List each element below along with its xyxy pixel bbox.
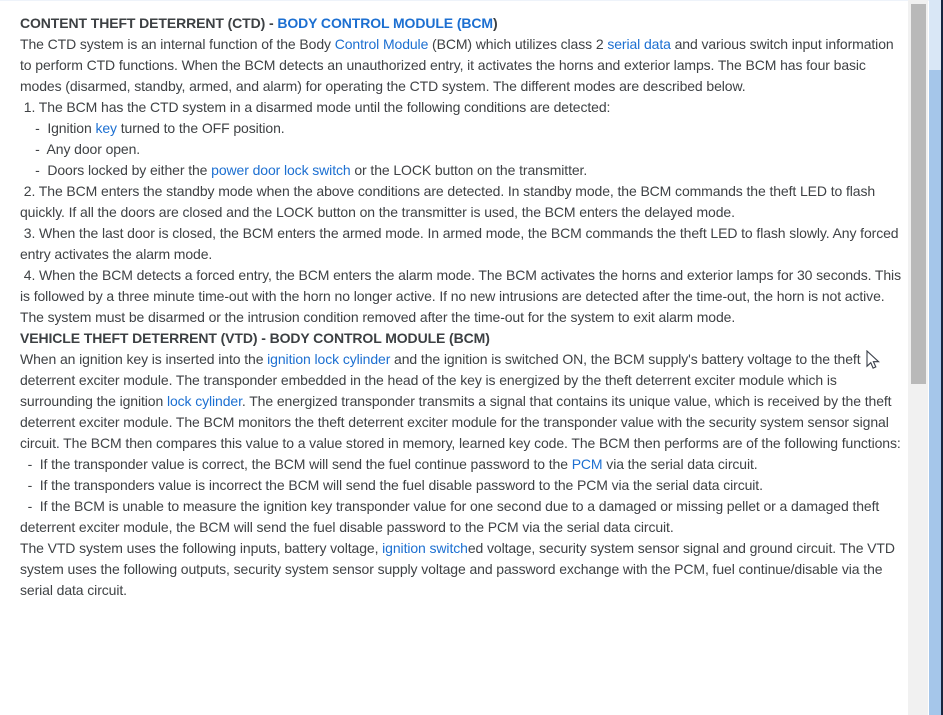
ctd-mode-2-item <box>20 181 902 223</box>
text-run: When an ignition key is inserted into the <box>20 351 268 367</box>
inline-link[interactable]: power door lock switch <box>211 162 351 178</box>
text-run: CONTENT THEFT DETERRENT (CTD) - <box>20 15 278 31</box>
vtd-function-correct-item <box>20 454 902 475</box>
ctd-section-heading <box>20 13 902 34</box>
text-run: - Any door open. <box>20 141 141 157</box>
text-run: 3. When the last door is closed, the BCM enters the armed mode. In armed mode, the BCM commands the theft LED to flash slowly. Any forced entry activates the alarm mode. <box>20 225 903 262</box>
inline-link[interactable]: BODY CONTROL MODULE (BCM <box>277 15 493 31</box>
vtd-intro-paragraph <box>20 349 902 454</box>
ctd-intro-paragraph <box>20 34 902 97</box>
inline-link[interactable]: PCM <box>571 456 603 472</box>
ctd-mode-4-item <box>20 265 905 328</box>
inline-link[interactable]: Control Module <box>334 36 429 52</box>
text-run: The VTD system uses the following inputs, battery voltage, <box>20 540 383 556</box>
ctd-condition-any-door-item <box>20 139 902 160</box>
text-run: - If the BCM is unable to measure the ignition key transponder value for one second due to a damaged or missing pellet or a damaged theft deterrent exciter module, the BCM will send the fuel disable password to the PCM via the serial data circuit. <box>20 498 883 535</box>
inline-link[interactable]: ignition lock cylinder <box>267 351 391 367</box>
text-run: and various switch input information to perform CTD functions. When the BCM detects an unauthorized entry, it activates the horns and exterior lamps. The BCM has four basic modes (disarmed, standby, armed, and alarm) for operating the CTD system. The different modes are described below. <box>20 36 898 94</box>
text-run: turned to the OFF position. <box>116 120 285 136</box>
vtd-function-unable-item <box>20 496 902 538</box>
vtd-section-heading <box>20 328 902 349</box>
ctd-condition-ignition-key-item <box>20 118 902 139</box>
vtd-io-summary-paragraph <box>20 538 902 601</box>
inline-link[interactable]: key <box>95 120 117 136</box>
text-run: - Ignition <box>20 120 96 136</box>
text-run: via the serial data circuit. <box>602 456 758 472</box>
ctd-mode-3-item <box>20 223 902 265</box>
vertical-scrollbar-thumb[interactable] <box>911 4 926 384</box>
text-run: 2. The BCM enters the standby mode when the above conditions are detected. In standby mode, the BCM commands the theft LED to flash quickly. If all the doors are closed and the LOCK button on the transmitter is used, the BCM enters the delayed mode. <box>20 183 879 220</box>
ctd-condition-doors-locked-item <box>20 160 902 181</box>
ctd-mode-1-item <box>20 97 902 118</box>
text-run: - If the transponders value is incorrect the BCM will send the fuel disable password to the PCM via the serial data circuit. <box>20 477 763 493</box>
text-run: (BCM) which utilizes class 2 <box>428 36 608 52</box>
text-run: ) <box>492 15 498 31</box>
text-run: 1. The BCM has the CTD system in a disarmed mode until the following conditions are detected: <box>20 99 611 115</box>
text-run: or the LOCK button on the transmitter. <box>350 162 588 178</box>
outer-scrollbar-strip[interactable] <box>929 0 941 715</box>
text-run: ed voltage, security system sensor signal and ground circuit. The VTD system uses the following outputs, security system sensor supply voltage and password exchange with the PCM, fuel continue/disable via the serial data circuit. <box>20 540 899 598</box>
vtd-function-incorrect-item <box>20 475 902 496</box>
text-run: - If the transponder value is correct, the BCM will send the fuel continue password to the <box>20 456 572 472</box>
text-run: and the ignition is switched ON, the BCM supply's battery voltage to the theft deterrent exciter module. The transponder embedded in the head of the key is energized by the theft deterrent exciter module which is surrounding the ignition <box>20 351 865 409</box>
inline-link[interactable]: lock cylinder <box>166 393 242 409</box>
text-run: 4. When the BCM detects a forced entry, the BCM enters the alarm mode. The BCM activates the horns and exterior lamps for 30 seconds. This is followed by a three minute time-out with the horn no longer active. If no new intrusions are detected after the time-out, the horn is not active. The system must be disarmed or the intrusion condition removed after the time-out for the system to exit alarm mode. <box>20 267 905 325</box>
text-run: - Doors locked by either the <box>20 162 212 178</box>
outer-scrollbar-strip-top <box>929 0 941 70</box>
inline-link[interactable]: serial data <box>607 36 671 52</box>
text-run: VEHICLE THEFT DETERRENT (VTD) - BODY CONTROL MODULE (BCM) <box>20 330 490 346</box>
inline-link[interactable]: ignition switch <box>382 540 468 556</box>
text-run: The CTD system is an internal function of the Body <box>20 36 335 52</box>
text-run: . The energized transponder transmits a signal that contains its unique value, which is received by the theft deterrent exciter module. The BCM monitors the theft deterrent exciter module for the transponder value with the security system sensor signal circuit. The BCM then compares this value to a value stored in memory, learned key code. The BCM then performs are of the following functions: <box>20 393 901 451</box>
